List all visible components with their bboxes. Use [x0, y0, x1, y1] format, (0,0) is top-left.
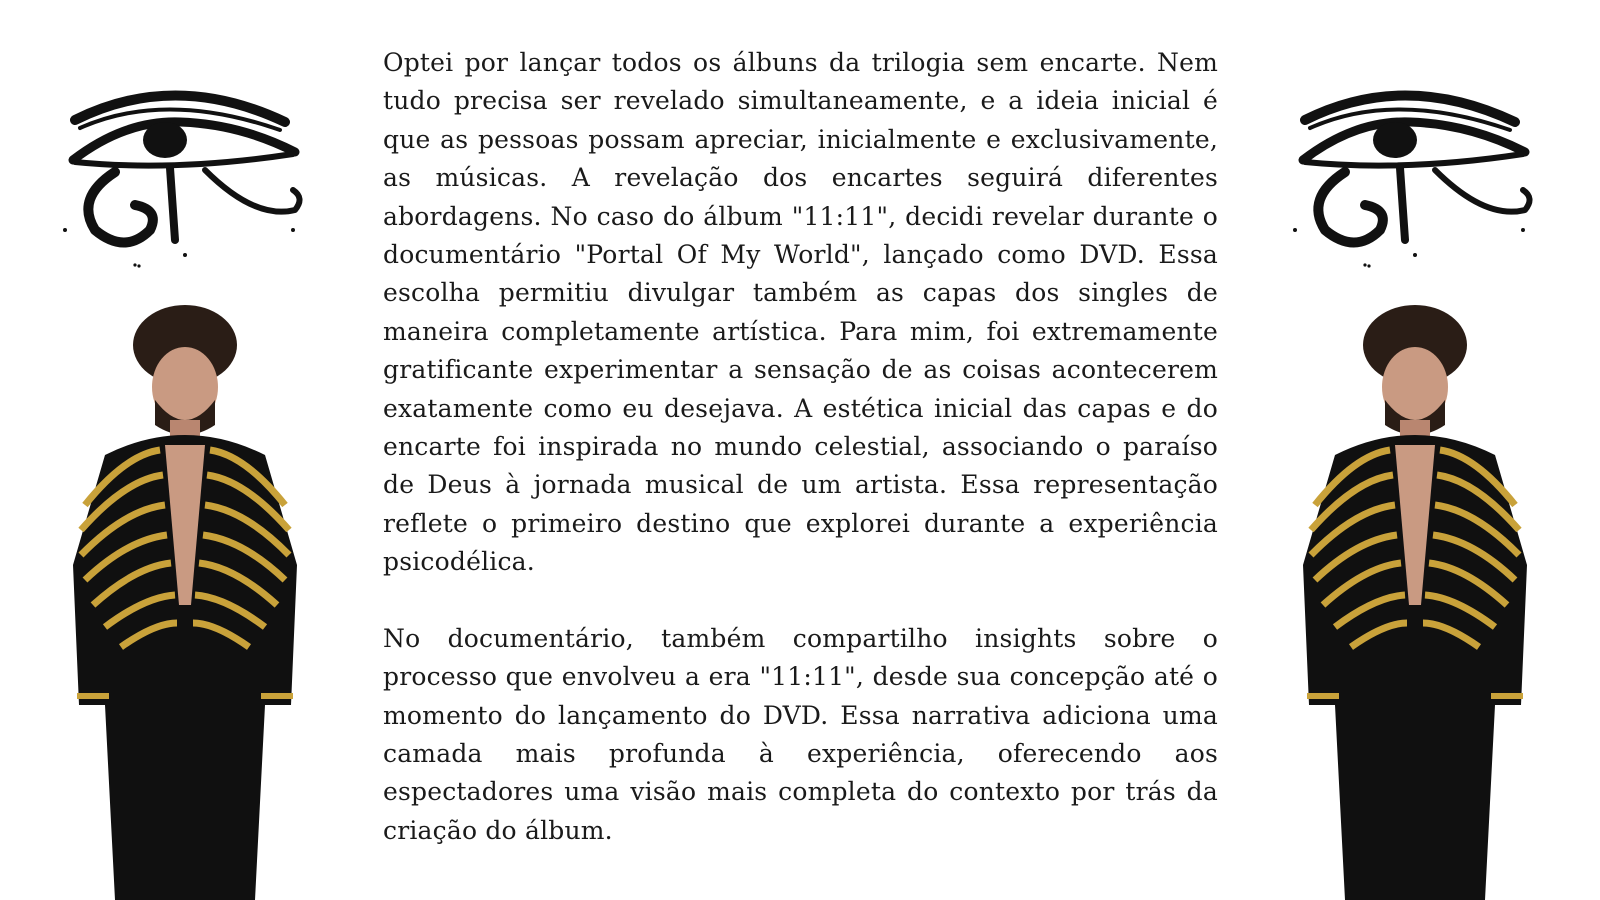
eye-of-horus-icon — [1285, 80, 1535, 280]
person-in-gold-armor-coat — [1295, 305, 1535, 900]
person-in-gold-armor-coat — [65, 305, 305, 900]
eye-of-horus-icon — [55, 80, 305, 280]
left-decoration-column — [55, 0, 315, 900]
paragraph-1: Optei por lançar todos os álbuns da trilogia sem encarte. Nem tudo precisa ser revelado simultaneamente, e a ideia inicial é que as pessoas possam apreciar, inicialmente e exclusivamente, as músicas. A revelação dos encartes seguirá diferentes abordagens. No caso do álbum "11:11", decidi revelar durante o documentário "Portal Of My World", lançado como DVD. Essa escolha permitiu divulgar também as capas dos singles de maneira completamente artística. Para mim, foi extremamente gratificante experimentar a sensação de as coisas acontecerem exatamente como eu desejava. A estética inicial das capas e do encarte foi inspirada no mundo celestial, associando o paraíso de Deus à jornada musical de um artista. Essa representação reflete o primeiro destino que explorei durante a experiência psicodélica. — [383, 48, 1218, 577]
paragraph-2: No documentário, também compartilho insights sobre o processo que envolveu a era "11:11", desde sua concepção até o momento do lançamento do DVD. Essa narrativa adiciona uma camada mais profunda à experiência, oferecendo aos espectadores uma visão mais completa do contexto por trás da criação do álbum. — [383, 623, 1218, 845]
main-text — [383, 44, 1218, 850]
right-decoration-column — [1285, 0, 1545, 900]
